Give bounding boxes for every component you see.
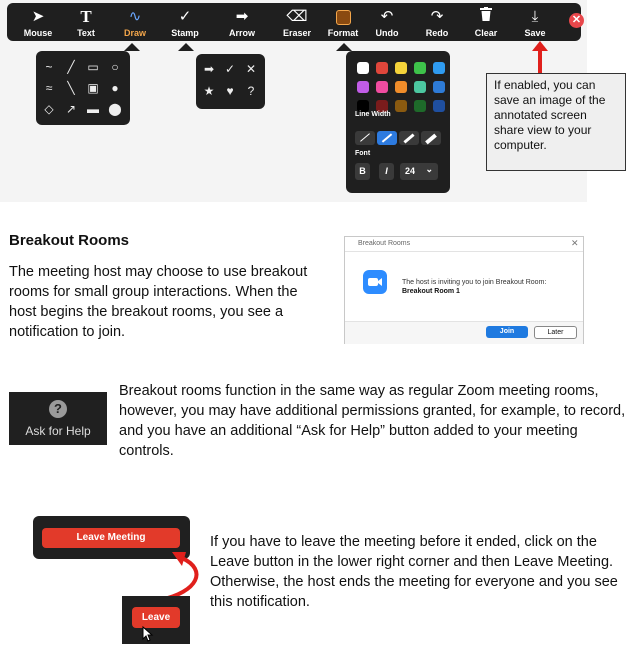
italic-button[interactable]: I — [379, 163, 394, 180]
ask-for-help-button[interactable] — [9, 392, 107, 445]
undo-icon: ↶ — [380, 8, 394, 25]
highlight-line-icon[interactable]: ╲ — [67, 81, 75, 95]
redo-tool[interactable] — [409, 3, 465, 41]
redo-tool-label: Redo — [425, 28, 449, 38]
text-tool-label: Text — [77, 28, 95, 38]
cursor-icon: ➤ — [31, 8, 45, 25]
line-width-label: Line Width — [355, 111, 391, 118]
bold-button[interactable]: B — [355, 163, 370, 180]
star-stamp-icon[interactable]: ★ — [203, 84, 215, 98]
arrow-stamp-icon[interactable]: ➡ — [203, 62, 215, 76]
eraser-icon: ⌫ — [286, 8, 308, 25]
breakout-heading: Breakout Rooms — [9, 232, 130, 249]
solid-circle-icon[interactable]: ⬤ — [108, 102, 122, 116]
color-swatch[interactable] — [414, 62, 426, 74]
line-width-thin[interactable] — [355, 131, 375, 145]
color-swatch[interactable] — [357, 62, 369, 74]
text-icon: T — [80, 7, 92, 26]
ask-for-help-label: Ask for Help — [25, 424, 91, 438]
color-swatch[interactable] — [414, 100, 426, 112]
leave-paragraph: If you have to leave the meeting before it ended, click on the Leave button in the lower right corner and then Leave Meeting. Otherwise, the host ends the meeting for everyone and you see this notification. — [210, 534, 618, 610]
stamp-menu — [196, 54, 265, 109]
leave-button[interactable]: Leave — [132, 607, 180, 628]
x-stamp-icon[interactable]: ✕ — [245, 62, 257, 76]
filled-ellipse-icon[interactable]: ● — [111, 81, 119, 95]
question-stamp-icon[interactable]: ? — [247, 84, 255, 98]
ellipse-icon[interactable]: ○ — [111, 60, 119, 74]
breakout-invite-dialog — [344, 236, 584, 344]
draw-menu-caret — [124, 43, 140, 51]
undo-tool[interactable] — [359, 3, 415, 41]
draw-tool-label: Draw — [123, 28, 146, 38]
format-tool-label: Format — [327, 28, 359, 38]
later-button[interactable]: Later — [534, 326, 577, 339]
clear-tool-label: Clear — [474, 28, 498, 38]
color-swatch[interactable] — [395, 100, 407, 112]
question-icon: ? — [49, 400, 67, 418]
line-width-thick[interactable] — [399, 131, 419, 145]
text-tool[interactable] — [58, 3, 114, 41]
filled-rectangle-icon[interactable]: ▣ — [87, 81, 99, 95]
stamp-tool-label: Stamp — [171, 28, 199, 38]
dialog-room-name: Breakout Room 1 — [402, 288, 460, 295]
leave-meeting-button[interactable]: Leave Meeting — [42, 528, 180, 548]
arrow-tool[interactable] — [214, 3, 270, 41]
arrow-icon: ➡ — [235, 8, 249, 25]
heart-stamp-icon[interactable]: ♥ — [226, 84, 234, 98]
double-arrow-icon[interactable]: ↗ — [65, 102, 77, 116]
save-tool[interactable] — [507, 3, 563, 41]
font-label: Font — [355, 150, 371, 157]
draw-menu — [36, 51, 130, 125]
color-swatch[interactable] — [376, 81, 388, 93]
annotation-toolbar — [7, 3, 581, 41]
mouse-tool-label: Mouse — [23, 28, 53, 38]
join-button[interactable]: Join — [486, 326, 528, 338]
color-swatch[interactable] — [414, 81, 426, 93]
solid-rectangle-icon[interactable]: ▬ — [87, 102, 99, 116]
font-size-select[interactable] — [400, 163, 438, 180]
save-icon: ⤓ — [531, 8, 539, 25]
line-width-heavy[interactable] — [421, 131, 441, 145]
dialog-title: Breakout Rooms — [358, 240, 411, 247]
highlight-freehand-icon[interactable]: ≈ — [45, 81, 53, 95]
arrow-tool-label: Arrow — [228, 28, 255, 38]
undo-tool-label: Undo — [375, 28, 399, 38]
help-paragraph: Breakout rooms function in the same way as regular Zoom meeting rooms, however, you may have additional permissions granted, for example, to record, and you have an additional “Ask for Help” button added to your meeting controls. — [119, 383, 626, 459]
font-size-value: 24 — [405, 166, 416, 176]
chevron-down-icon: ⌄ — [425, 164, 433, 174]
diamond-icon[interactable]: ◇ — [44, 102, 54, 116]
save-tool-label: Save — [524, 28, 546, 38]
dialog-message: The host is inviting you to join Breakout Room: — [402, 279, 547, 286]
line-icon[interactable]: ╱ — [67, 60, 75, 74]
color-swatch[interactable] — [433, 81, 445, 93]
trash-icon — [458, 6, 514, 28]
red-arrow-shaft — [538, 48, 542, 76]
format-menu-caret — [336, 43, 352, 51]
stamp-menu-caret — [178, 43, 194, 51]
dialog-divider — [345, 251, 583, 252]
color-swatch[interactable] — [433, 62, 445, 74]
close-icon[interactable]: ✕ — [569, 13, 584, 28]
line-width-medium[interactable] — [377, 131, 397, 145]
stamp-icon: ✓ — [178, 8, 192, 25]
color-swatch[interactable] — [433, 100, 445, 112]
color-swatch[interactable] — [357, 81, 369, 93]
cursor-icon — [142, 626, 154, 642]
breakout-paragraph: The meeting host may choose to use breakout rooms for small group interactions. When the host begins the breakout rooms, you see a notification to join. — [9, 264, 308, 340]
close-icon[interactable]: ✕ — [571, 238, 579, 248]
draw-icon: ∿ — [128, 8, 142, 25]
freehand-icon[interactable]: ~ — [45, 60, 53, 74]
check-stamp-icon[interactable]: ✓ — [224, 62, 236, 76]
eraser-tool-label: Eraser — [282, 28, 312, 38]
clear-tool[interactable] — [458, 3, 514, 41]
color-swatch[interactable] — [395, 81, 407, 93]
zoom-camera-icon — [363, 270, 387, 294]
rectangle-icon[interactable]: ▭ — [87, 60, 99, 74]
meeting-controls-bar — [122, 596, 190, 644]
color-swatch[interactable] — [395, 62, 407, 74]
draw-tool[interactable] — [107, 3, 163, 41]
save-callout: If enabled, you can save an image of the annotated screen share view to your computer. — [486, 73, 626, 171]
stamp-tool[interactable] — [157, 3, 213, 41]
redo-icon: ↷ — [430, 8, 444, 25]
color-swatch[interactable] — [376, 62, 388, 74]
